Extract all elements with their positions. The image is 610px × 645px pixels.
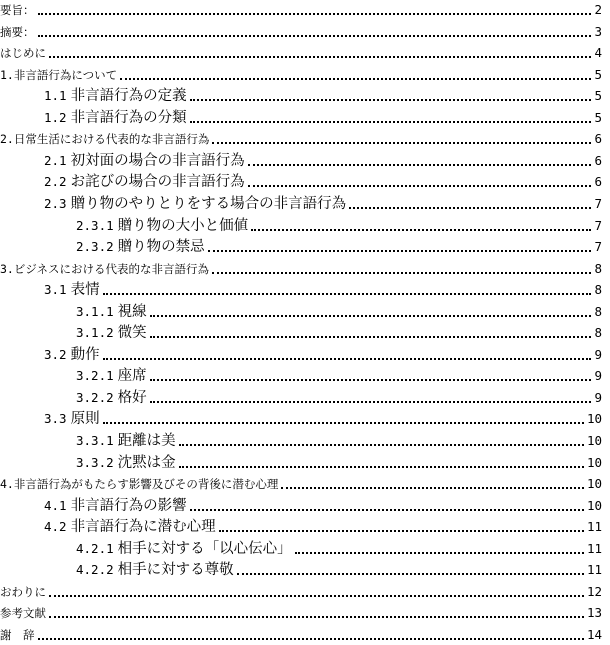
dot-leader [248,164,591,166]
toc-entry-page-number: 7 [594,217,602,233]
toc-entry-label [0,216,248,236]
dot-leader [248,185,591,187]
toc-entry-title: 微笑 [117,325,147,342]
toc-entry-label [0,302,147,322]
dot-leader [190,509,584,511]
toc-entry-number: 2.3.1 [76,217,114,233]
toc-entry[interactable] [0,558,602,580]
toc-entry-label [0,86,187,106]
toc-entry-page-number: 5 [594,66,602,82]
toc-entry-page-number: 7 [594,195,602,211]
toc-entry-page-number: 4 [594,45,602,61]
toc-entry-number: 4.2.2 [76,562,114,578]
dot-leader [295,552,584,554]
toc-entry[interactable] [0,41,602,63]
toc-entry-label [0,603,46,623]
toc-entry-page-number: 10 [586,497,602,513]
dot-leader [38,638,584,640]
toc-entry-number: 2.3 [44,195,67,211]
toc-entry-label [0,108,187,128]
dot-leader [150,379,591,381]
toc-entry-title: 謝 辞 [0,627,35,642]
toc-entry-label [0,625,35,645]
toc-entry-page-number: 9 [594,346,602,362]
toc-entry-title: 相手に対する尊敬 [117,562,234,579]
toc-entry-title: ビジネスにおける代表的な非言語行為 [13,261,210,276]
dot-leader [237,573,584,575]
toc-entry-label [0,560,234,580]
dot-leader [190,121,591,123]
dot-leader [38,13,592,15]
toc-entry-page-number: 11 [586,519,602,535]
toc-entry-number: 3. [0,261,14,276]
toc-entry-number: 2.1 [44,152,67,168]
toc-entry-title: 贈り物の禁忌 [117,239,205,256]
toc-entry[interactable] [0,537,602,559]
toc-entry-label [0,0,35,20]
toc-entry[interactable] [0,515,602,537]
toc-entry-number: 2.3.2 [76,239,114,255]
toc-entry-page-number: 10 [586,476,602,492]
toc-entry-page-number: 9 [594,389,602,405]
toc-entry-number: 2.2 [44,174,67,190]
dot-leader [150,315,591,317]
toc-entry-title: 表情 [70,282,100,299]
dot-leader [103,422,584,424]
toc-entry-label [0,582,46,602]
toc-entry[interactable] [0,601,602,623]
dot-leader [150,401,591,403]
toc-entry[interactable] [0,20,602,42]
toc-entry-title: 非言語行為について [13,67,118,82]
toc-entry[interactable] [0,300,602,322]
toc-entry-number: 3.1.1 [76,303,114,319]
toc-entry-label [0,43,46,63]
dot-leader [103,358,591,360]
dot-leader [251,229,591,231]
toc-entry-number: 4.2 [44,519,67,535]
toc-entry[interactable] [0,364,602,386]
toc-entry-label [0,366,147,386]
toc-entry-page-number: 10 [586,454,602,470]
toc-entry-page-number: 6 [594,152,602,168]
dot-leader [179,444,584,446]
toc-entry-label [0,151,245,171]
toc-entry-page-number: 2 [594,2,602,17]
dot-leader [212,142,591,144]
toc-entry[interactable] [0,127,602,149]
toc-entry-page-number: 8 [594,260,602,276]
toc-entry-title: おわりに [0,584,46,599]
toc-entry-number: 2. [0,132,14,147]
toc-entry-page-number: 6 [594,131,602,147]
toc-entry[interactable] [0,321,602,343]
dot-leader [38,35,592,37]
toc-entry[interactable] [0,386,602,408]
toc-entry-number: 3.1 [44,282,67,298]
toc-entry-title: 要旨： [0,3,35,17]
dot-leader [179,466,584,468]
toc-entry-title: 日常生活における代表的な非言語行為 [13,132,210,147]
toc-entry-title: 相手に対する「以心伝心」 [117,540,292,557]
toc-entry[interactable] [0,278,602,300]
toc-entry-label [0,22,35,42]
dot-leader [208,250,591,252]
toc-entry-number: 4.2.1 [76,540,114,556]
toc-entry-number: 1. [0,67,14,82]
toc-entry[interactable] [0,494,602,516]
toc-entry-label [0,259,209,279]
toc-entry-label [0,453,176,473]
toc-entry-number: 3.2.1 [76,368,114,384]
toc-entry-title: 非言語行為の影響 [70,497,187,514]
toc-entry[interactable] [0,106,602,128]
toc-entry-label [0,539,292,559]
toc-entry-label [0,409,100,429]
toc-entry-number: 3.3 [44,411,67,427]
toc-entry-label [0,517,216,537]
toc-entry-page-number: 14 [586,626,602,642]
toc-entry-label [0,237,205,257]
dot-leader [190,99,591,101]
toc-entry[interactable] [0,472,602,494]
toc-entry-number: 3.1.2 [76,325,114,341]
toc-entry[interactable] [0,214,602,236]
toc-entry-title: 贈り物の大小と価値 [117,217,249,234]
toc-entry-title: 初対面の場合の非言語行為 [70,152,245,169]
toc-entry-page-number: 10 [586,411,602,427]
dot-leader [281,487,584,489]
toc-entry-label [0,323,147,343]
toc-entry-number: 1.2 [44,109,67,125]
toc-entry-title: 贈り物のやりとりをする場合の非言語行為 [70,195,347,212]
toc-entry[interactable] [0,235,602,257]
toc-entry-page-number: 11 [586,562,602,578]
toc-entry-label [0,194,346,214]
toc-entry-page-number: 8 [594,325,602,341]
toc-entry-number: 4.1 [44,497,67,513]
dot-leader [103,293,591,295]
toc-entry-page-number: 7 [594,239,602,255]
toc-entry-label [0,388,147,408]
toc-entry-title: 摘要： [0,24,35,39]
toc-entry-page-number: 8 [594,282,602,298]
toc-entry[interactable] [0,343,602,365]
dot-leader [349,207,591,209]
toc-entry-number: 3.3.1 [76,433,114,448]
toc-entry-page-number: 11 [586,540,602,556]
toc-entry-page-number: 8 [594,303,602,319]
toc-entry-title: お詫びの場合の非言語行為 [70,174,245,191]
dot-leader [49,595,584,597]
toc-entry-page-number: 5 [594,109,602,125]
toc-entry-label [0,129,209,149]
toc-entry-label [0,496,187,516]
toc-entry-title: 格好 [117,389,147,406]
toc-entry-page-number: 9 [594,368,602,384]
toc-entry-title: 原則 [70,411,100,428]
toc-entry-page-number: 13 [586,605,602,621]
toc-entry-title: 非言語行為がもたらす影響及びその背後に潜む心理 [13,477,279,492]
toc-entry-label [0,431,176,451]
toc-entry-title: 沈黙は金 [117,454,176,471]
toc-entry[interactable] [0,623,602,645]
dot-leader [49,56,591,58]
toc-entry[interactable] [0,192,602,214]
toc-entry-label [0,345,100,365]
dot-leader [219,530,584,532]
toc-entry-page-number: 10 [586,433,602,448]
toc-entry-title: 非言語行為の分類 [70,109,187,126]
toc-entry[interactable] [0,170,602,192]
toc-entry-page-number: 12 [586,583,602,599]
toc-entry-title: 非言語行為に潜む心理 [70,519,216,536]
dot-leader [212,272,591,274]
toc-entry-number: 3.3.2 [76,454,114,470]
dot-leader [49,616,584,618]
toc-entry-number: 4. [0,477,14,492]
toc-entry[interactable] [0,149,602,171]
toc-entry-page-number: 5 [594,88,602,104]
toc-entry-title: 座席 [117,368,147,385]
toc-entry-title: 距離は美 [117,433,176,449]
toc-entry[interactable] [0,407,602,429]
toc-entry-label [0,280,100,300]
toc-entry-title: はじめに [0,46,46,61]
toc-entry-title: 視線 [117,303,147,320]
toc-entry[interactable] [0,0,602,20]
toc-entry-number: 3.2.2 [76,389,114,405]
toc-entry[interactable] [0,580,602,602]
toc-entry-page-number: 6 [594,174,602,190]
toc-entry-label [0,474,278,494]
toc-entry-number: 3.2 [44,346,67,362]
toc-entry[interactable] [0,257,602,279]
toc-entry-page-number: 3 [594,23,602,39]
dot-leader [120,78,591,80]
toc-entry-title: 参考文献 [0,606,46,621]
toc-entry-label [0,172,245,192]
toc-entry[interactable] [0,451,602,473]
toc-entry[interactable] [0,429,602,451]
dot-leader [150,336,591,338]
toc-entry-number: 1.1 [44,88,67,104]
toc-entry-title: 動作 [70,346,100,363]
toc-entry[interactable] [0,63,602,85]
toc-entry-label [0,65,117,85]
toc-entry[interactable] [0,84,602,106]
toc-entry-title: 非言語行為の定義 [70,88,187,105]
